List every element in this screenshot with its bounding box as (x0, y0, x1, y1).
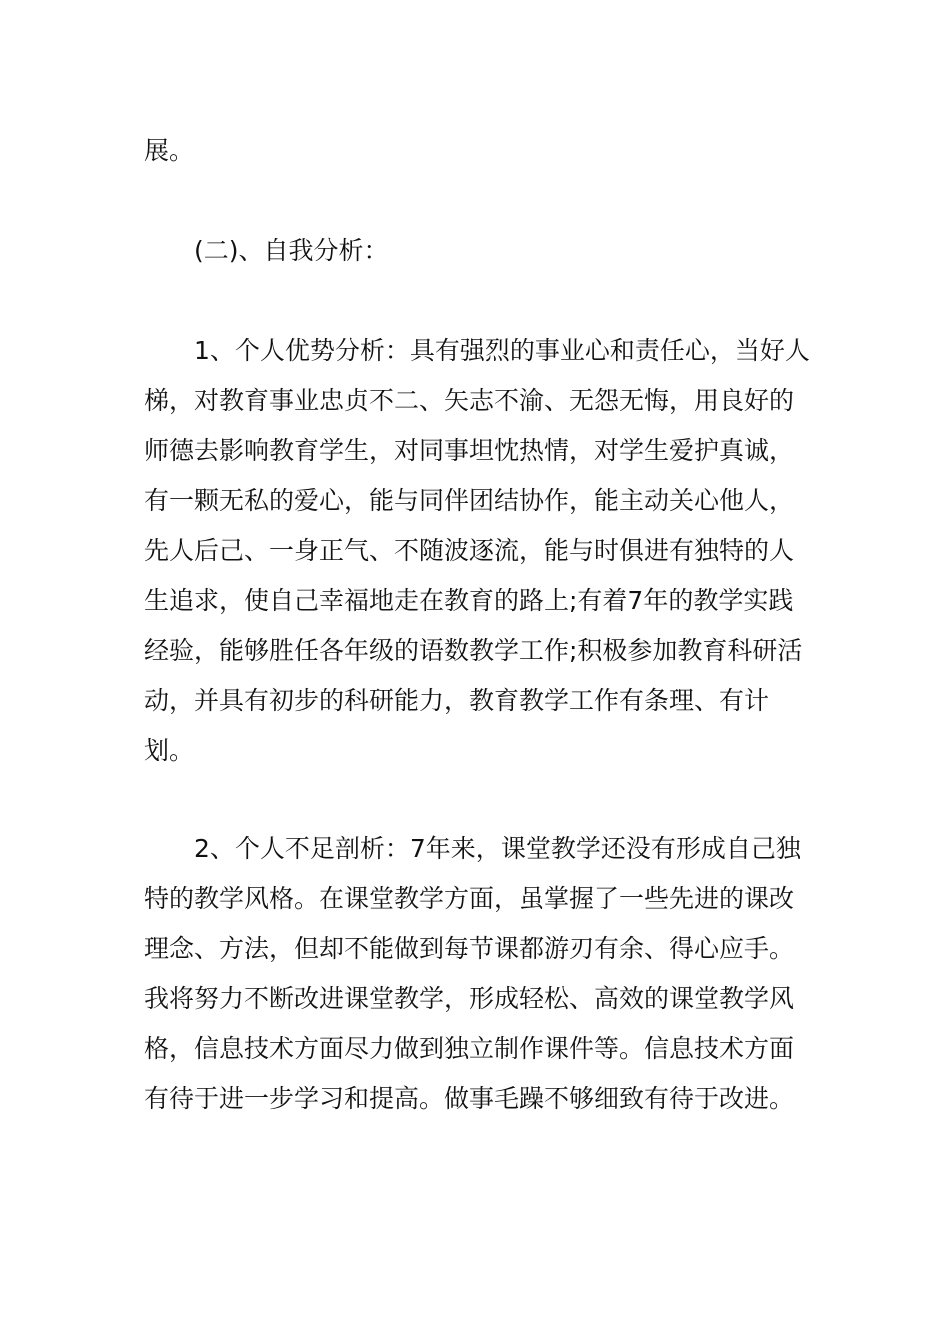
paragraph-continuation: 展。 (144, 136, 195, 165)
paragraph-weaknesses: 2、个人不足剖析：7年来，课堂教学还没有形成自己独特的教学风格。在课堂教学方面，虽掌握了一些先进的课改理念、方法，但却不能做到每节课都游刃有余、得心应手。我将努力不断改进课堂教学，形成轻松、高效的课堂教学风格，信息技术方面尽力做到独立制作课件等。信息技术方面有待于进一步学习和提高。做事毛躁不够细致有待于改进。 (144, 834, 801, 1113)
section-heading-self-analysis: (二)、自我分析： (194, 236, 389, 265)
paragraph-strengths: 1、个人优势分析：具有强烈的事业心和责任心，当好人梯，对教育事业忠贞不二、矢志不渝、无怨无悔，用良好的师德去影响教育学生，对同事坦忱热情，对学生爱护真诚，有一颗无私的爱心，能与同伴团结协作，能主动关心他人，先人后己、一身正气、不随波逐流，能与时俱进有独特的人生追求，使自己幸福地走在教育的路上;有着7年的教学实践经验，能够胜任各年级的语数教学工作;积极参加教育科研活动，并具有初步的科研能力，教育教学工作有条理、有计划。 (144, 336, 810, 765)
